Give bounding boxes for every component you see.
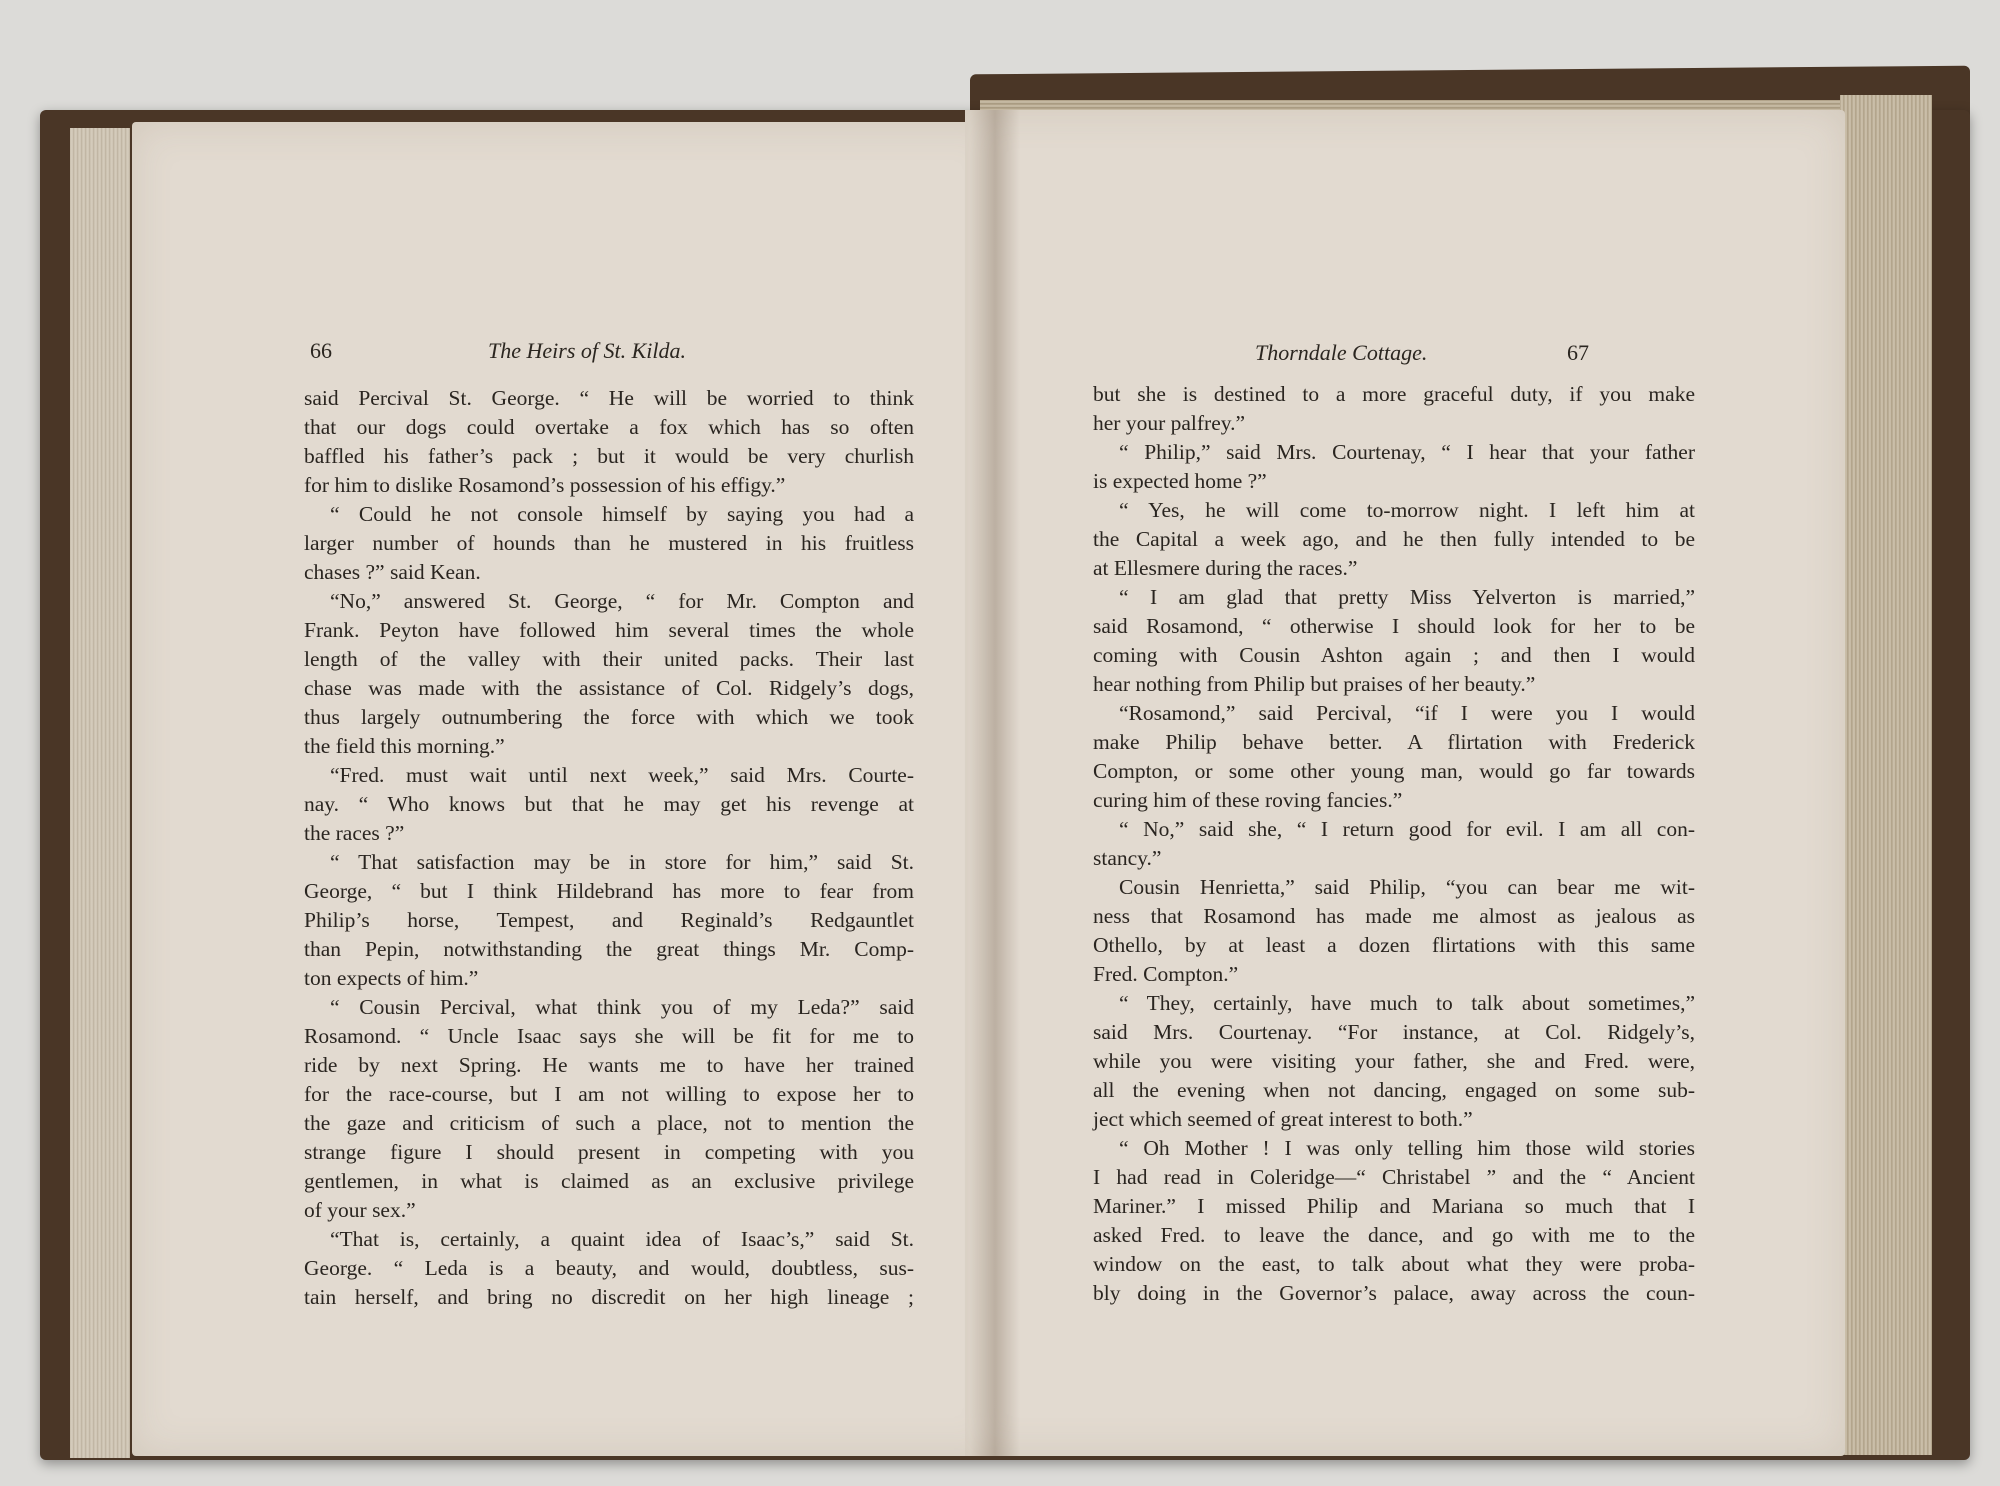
right-page [965, 110, 1845, 1456]
text-line: curing him of these roving fancies.” [1093, 788, 1403, 812]
text-line: said Rosamond, “ otherwise I should look for her to be [1093, 614, 1695, 638]
text-line: Cousin Henrietta,” said Philip, “you can bear me wit- [1119, 875, 1695, 899]
text-line: for him to dislike Rosamond’s possession of his effigy.” [304, 473, 786, 497]
text-line: “No,” answered St. George, “ for Mr. Compton and [330, 589, 914, 613]
text-line: “Fred. must wait until next week,” said Mrs. Courte- [330, 763, 914, 787]
text-line: Philip’s horse, Tempest, and Reginald’s Redgauntlet [304, 908, 914, 932]
text-line: window on the east, to talk about what they were proba- [1093, 1252, 1695, 1276]
text-line: gentlemen, in what is claimed as an exclusive privilege [304, 1169, 914, 1193]
text-line: baffled his father’s pack ; but it would be very churlish [304, 444, 914, 468]
text-line: strange figure I should present in competing with you [304, 1140, 914, 1164]
text-line: length of the valley with their united packs. Their last [304, 647, 914, 671]
text-line: “ I am glad that pretty Miss Yelverton is married,” [1119, 585, 1695, 609]
text-line: “ Philip,” said Mrs. Courtenay, “ I hear that your father [1119, 440, 1695, 464]
text-line: ness that Rosamond has made me almost as jealous as [1093, 904, 1695, 928]
text-line: George, “ but I think Hildebrand has more to fear from [304, 879, 914, 903]
text-line: at Ellesmere during the races.” [1093, 556, 1358, 580]
text-line: all the evening when not dancing, engaged on some sub- [1093, 1078, 1695, 1102]
left-page-number: 66 [310, 338, 332, 363]
text-line: is expected home ?” [1093, 469, 1267, 493]
text-line: Frank. Peyton have followed him several times the whole [304, 618, 914, 642]
text-line: thus largely outnumbering the force with which we took [304, 705, 914, 729]
text-line: “ No,” said she, “ I return good for evil. I am all con- [1119, 817, 1695, 841]
text-line: the field this morning.” [304, 734, 505, 758]
text-line: ton expects of him.” [304, 966, 479, 990]
text-line: chase was made with the assistance of Col. Ridgely’s dogs, [304, 676, 914, 700]
text-line: tain herself, and bring no discredit on her high lineage ; [304, 1285, 914, 1309]
text-line: I had read in Coleridge—“ Christabel ” and the “ Ancient [1093, 1165, 1695, 1189]
text-line: Fred. Compton.” [1093, 962, 1239, 986]
text-line: her your palfrey.” [1093, 411, 1246, 435]
text-line: ride by next Spring. He wants me to have her trained [304, 1053, 914, 1077]
text-line: while you were visiting your father, she and Fred. were, [1093, 1049, 1695, 1073]
text-line: for the race-course, but I am not willing to expose her to [304, 1082, 914, 1106]
text-line: that our dogs could overtake a fox which has so often [304, 415, 914, 439]
text-line: “ Yes, he will come to-morrow night. I left him at [1119, 498, 1695, 522]
left-page-text [304, 384, 914, 1312]
text-line: “That is, certainly, a quaint idea of Isaac’s,” said St. [330, 1227, 914, 1251]
text-line: the gaze and criticism of such a place, not to mention the [304, 1111, 914, 1135]
right-page-number: 67 [1567, 340, 1589, 365]
text-line: the races ?” [304, 821, 405, 845]
text-line: the Capital a week ago, and he then fully intended to be [1093, 527, 1695, 551]
text-line: “ That satisfaction may be in store for him,” said St. [330, 850, 914, 874]
text-line: Rosamond. “ Uncle Isaac says she will be fit for me to [304, 1024, 914, 1048]
right-page-text [1093, 380, 1695, 1308]
left-running-title: The Heirs of St. Kilda. [488, 338, 687, 363]
text-line: of your sex.” [304, 1198, 416, 1222]
text-line: nay. “ Who knows but that he may get his revenge at [304, 792, 914, 816]
book-gutter [970, 110, 1020, 1456]
right-page-block-edge [1840, 95, 1932, 1455]
text-line: ject which seemed of great interest to both.” [1093, 1107, 1473, 1131]
text-line: make Philip behave better. A flirtation with Frederick [1093, 730, 1695, 754]
left-page [132, 122, 1002, 1456]
text-line: but she is destined to a more graceful duty, if you make [1093, 382, 1695, 406]
text-line: Mariner.” I missed Philip and Mariana so much that I [1093, 1194, 1695, 1218]
left-page-block-edge [70, 128, 130, 1458]
text-line: George. “ Leda is a beauty, and would, doubtless, sus- [304, 1256, 914, 1280]
text-line: “ They, certainly, have much to talk about sometimes,” [1119, 991, 1695, 1015]
text-line: Compton, or some other young man, would go far towards [1093, 759, 1695, 783]
text-line: stancy.” [1093, 846, 1162, 870]
text-line: coming with Cousin Ashton again ; and then I would [1093, 643, 1695, 667]
text-line: “ Could he not console himself by saying you had a [330, 502, 914, 526]
text-line: Othello, by at least a dozen flirtations with this same [1093, 933, 1695, 957]
text-line: “ Cousin Percival, what think you of my Leda?” said [330, 995, 914, 1019]
text-line: hear nothing from Philip but praises of her beauty.” [1093, 672, 1536, 696]
text-line: than Pepin, notwithstanding the great things Mr. Comp- [304, 937, 914, 961]
text-line: “Rosamond,” said Percival, “if I were you I would [1119, 701, 1695, 725]
text-line: larger number of hounds than he mustered in his fruitless [304, 531, 914, 555]
text-line: “ Oh Mother ! I was only telling him those wild stories [1119, 1136, 1695, 1160]
text-line: said Mrs. Courtenay. “For instance, at Col. Ridgely’s, [1093, 1020, 1695, 1044]
text-line: bly doing in the Governor’s palace, away across the coun- [1093, 1281, 1695, 1305]
text-line: chases ?” said Kean. [304, 560, 481, 584]
text-line: said Percival St. George. “ He will be worried to think [304, 386, 914, 410]
text-line: asked Fred. to leave the dance, and go with me to the [1093, 1223, 1695, 1247]
open-book [40, 70, 1970, 1460]
right-running-title: Thorndale Cottage. [1255, 340, 1428, 365]
